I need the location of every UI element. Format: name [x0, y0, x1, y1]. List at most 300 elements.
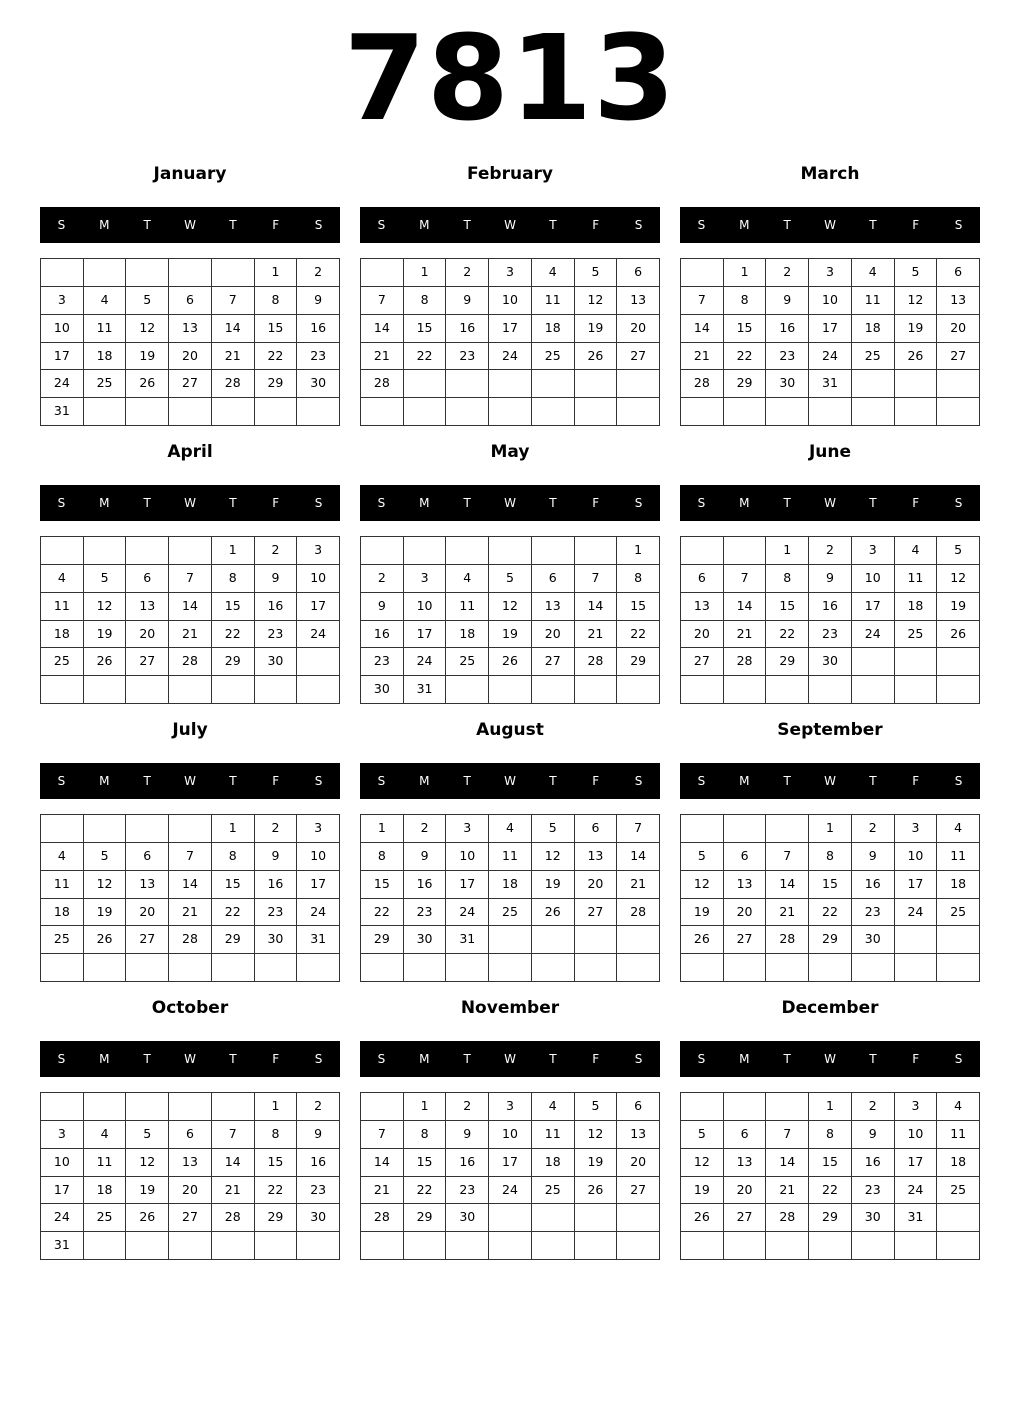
day-cell: 27 — [724, 926, 767, 954]
day-cell: 28 — [766, 926, 809, 954]
day-cell: 18 — [532, 1149, 575, 1177]
day-cell: 22 — [404, 343, 447, 371]
day-cell: 28 — [212, 1204, 255, 1232]
weekday-label: F — [912, 496, 920, 510]
weekday-header — [680, 1041, 980, 1077]
weekday-label: M — [739, 218, 750, 232]
day-cell: 5 — [489, 565, 532, 593]
day-cell: 12 — [84, 593, 127, 621]
day-cell: 11 — [937, 1121, 980, 1149]
empty-cell — [895, 926, 938, 954]
day-cell: 14 — [724, 593, 767, 621]
weekday-header — [40, 1041, 340, 1077]
weekday-label: S — [954, 774, 963, 788]
day-cell: 5 — [575, 259, 618, 287]
day-cell: 15 — [255, 1149, 298, 1177]
empty-cell — [169, 815, 212, 843]
weekday-label: T — [783, 218, 791, 232]
day-cell: 31 — [404, 676, 447, 704]
day-cell: 27 — [724, 1204, 767, 1232]
empty-cell — [297, 648, 340, 676]
day-cell: 4 — [41, 843, 84, 871]
weekday-label: S — [57, 218, 66, 232]
day-cell: 25 — [489, 899, 532, 927]
day-cell: 10 — [41, 1149, 84, 1177]
empty-cell — [489, 1232, 532, 1260]
day-cell: 24 — [489, 1177, 532, 1205]
empty-cell — [937, 926, 980, 954]
empty-cell — [766, 1232, 809, 1260]
day-cell: 27 — [126, 926, 169, 954]
empty-cell — [937, 1232, 980, 1260]
weekday-label: T — [143, 1052, 151, 1066]
day-cell: 20 — [575, 871, 618, 899]
day-cell: 5 — [681, 843, 724, 871]
empty-cell — [809, 1232, 852, 1260]
day-cell: 25 — [84, 370, 127, 398]
day-cell: 26 — [681, 926, 724, 954]
day-cell: 28 — [724, 648, 767, 676]
day-cell: 24 — [297, 621, 340, 649]
day-cell: 1 — [255, 259, 298, 287]
day-cell: 7 — [212, 287, 255, 315]
empty-cell — [255, 398, 298, 426]
month-title: March — [800, 164, 860, 184]
day-cell: 13 — [126, 871, 169, 899]
day-cell: 10 — [297, 843, 340, 871]
day-cell: 10 — [895, 1121, 938, 1149]
empty-cell — [575, 954, 618, 982]
day-cell: 1 — [212, 815, 255, 843]
day-cell: 24 — [852, 621, 895, 649]
day-cell: 16 — [297, 1149, 340, 1177]
empty-cell — [212, 398, 255, 426]
day-cell: 16 — [852, 871, 895, 899]
empty-cell — [937, 1204, 980, 1232]
empty-cell — [489, 926, 532, 954]
empty-cell — [84, 1093, 127, 1121]
day-cell: 25 — [532, 1177, 575, 1205]
day-cell: 7 — [575, 565, 618, 593]
day-cell: 19 — [937, 593, 980, 621]
weekday-label: S — [697, 218, 706, 232]
day-cell: 13 — [724, 1149, 767, 1177]
day-cell: 9 — [361, 593, 404, 621]
weekday-label: M — [419, 496, 430, 510]
day-cell: 20 — [532, 621, 575, 649]
weekday-label: M — [419, 1052, 430, 1066]
day-cell: 2 — [361, 565, 404, 593]
day-cell: 14 — [617, 843, 660, 871]
day-cell: 8 — [255, 287, 298, 315]
day-cell: 6 — [532, 565, 575, 593]
day-cell: 9 — [852, 1121, 895, 1149]
empty-cell — [212, 676, 255, 704]
empty-cell — [937, 676, 980, 704]
empty-cell — [724, 1232, 767, 1260]
day-cell: 6 — [724, 843, 767, 871]
day-cell: 25 — [446, 648, 489, 676]
day-cell: 12 — [532, 843, 575, 871]
day-grid — [360, 814, 660, 982]
empty-cell — [681, 259, 724, 287]
month-title: July — [172, 720, 208, 740]
day-cell: 30 — [852, 926, 895, 954]
weekday-label: W — [824, 218, 836, 232]
day-cell: 7 — [169, 843, 212, 871]
empty-cell — [489, 954, 532, 982]
empty-cell — [617, 676, 660, 704]
day-cell: 11 — [41, 593, 84, 621]
weekday-label: F — [912, 774, 920, 788]
day-cell: 5 — [895, 259, 938, 287]
day-cell: 5 — [126, 287, 169, 315]
weekday-label: S — [57, 1052, 66, 1066]
day-cell: 17 — [489, 315, 532, 343]
day-cell: 25 — [84, 1204, 127, 1232]
day-grid — [680, 1092, 980, 1260]
day-cell: 13 — [617, 1121, 660, 1149]
day-cell: 21 — [169, 621, 212, 649]
day-cell: 24 — [446, 899, 489, 927]
day-cell: 10 — [446, 843, 489, 871]
weekday-header — [360, 207, 660, 243]
day-cell: 13 — [617, 287, 660, 315]
weekday-label: M — [739, 1052, 750, 1066]
day-cell: 4 — [84, 1121, 127, 1149]
day-cell: 29 — [212, 926, 255, 954]
weekday-label: T — [549, 218, 557, 232]
day-cell: 22 — [361, 899, 404, 927]
day-cell: 29 — [212, 648, 255, 676]
empty-cell — [532, 954, 575, 982]
weekday-label: T — [869, 218, 877, 232]
day-cell: 16 — [766, 315, 809, 343]
day-cell: 14 — [361, 315, 404, 343]
empty-cell — [766, 398, 809, 426]
weekday-label: M — [99, 496, 110, 510]
weekday-header — [360, 1041, 660, 1077]
day-cell: 21 — [617, 871, 660, 899]
empty-cell — [937, 954, 980, 982]
empty-cell — [126, 1232, 169, 1260]
month-title: November — [460, 998, 560, 1018]
day-cell: 11 — [532, 1121, 575, 1149]
weekday-label: F — [272, 496, 280, 510]
day-cell: 4 — [489, 815, 532, 843]
day-cell: 16 — [297, 315, 340, 343]
day-cell: 20 — [724, 899, 767, 927]
day-cell: 25 — [532, 343, 575, 371]
day-cell: 29 — [809, 1204, 852, 1232]
day-cell: 23 — [255, 899, 298, 927]
day-cell: 8 — [809, 1121, 852, 1149]
day-cell: 10 — [489, 287, 532, 315]
day-cell: 26 — [895, 343, 938, 371]
weekday-label: T — [549, 1052, 557, 1066]
day-cell: 26 — [937, 621, 980, 649]
day-cell: 18 — [84, 1177, 127, 1205]
year-title: 7813 — [343, 9, 677, 147]
empty-cell — [575, 537, 618, 565]
empty-cell — [297, 676, 340, 704]
day-cell: 16 — [852, 1149, 895, 1177]
empty-cell — [212, 1232, 255, 1260]
day-cell: 2 — [446, 1093, 489, 1121]
day-cell: 19 — [84, 899, 127, 927]
weekday-label: T — [143, 496, 151, 510]
day-cell: 7 — [766, 843, 809, 871]
empty-cell — [126, 954, 169, 982]
day-cell: 24 — [895, 1177, 938, 1205]
weekday-label: W — [824, 496, 836, 510]
day-cell: 12 — [895, 287, 938, 315]
day-cell: 11 — [895, 565, 938, 593]
empty-cell — [212, 954, 255, 982]
day-cell: 29 — [766, 648, 809, 676]
day-cell: 18 — [84, 343, 127, 371]
weekday-label: M — [739, 496, 750, 510]
weekday-label: T — [229, 774, 237, 788]
weekday-label: T — [869, 774, 877, 788]
day-cell: 29 — [809, 926, 852, 954]
day-cell: 28 — [212, 370, 255, 398]
day-cell: 24 — [895, 899, 938, 927]
day-cell: 10 — [404, 593, 447, 621]
day-cell: 8 — [809, 843, 852, 871]
day-cell: 5 — [84, 843, 127, 871]
empty-cell — [446, 676, 489, 704]
empty-cell — [84, 676, 127, 704]
day-cell: 5 — [681, 1121, 724, 1149]
day-cell: 15 — [809, 871, 852, 899]
empty-cell — [169, 398, 212, 426]
day-cell: 7 — [361, 1121, 404, 1149]
weekday-header — [40, 485, 340, 521]
day-cell: 19 — [895, 315, 938, 343]
day-cell: 2 — [766, 259, 809, 287]
empty-cell — [126, 815, 169, 843]
empty-cell — [681, 815, 724, 843]
day-cell: 5 — [126, 1121, 169, 1149]
empty-cell — [617, 398, 660, 426]
weekday-label: F — [912, 218, 920, 232]
empty-cell — [255, 954, 298, 982]
empty-cell — [724, 676, 767, 704]
day-cell: 23 — [446, 1177, 489, 1205]
day-cell: 13 — [532, 593, 575, 621]
empty-cell — [169, 676, 212, 704]
day-cell: 29 — [617, 648, 660, 676]
day-cell: 11 — [489, 843, 532, 871]
day-cell: 18 — [937, 1149, 980, 1177]
weekday-header — [360, 485, 660, 521]
empty-cell — [852, 648, 895, 676]
day-cell: 19 — [532, 871, 575, 899]
day-cell: 1 — [809, 1093, 852, 1121]
day-cell: 30 — [446, 1204, 489, 1232]
day-cell: 14 — [169, 593, 212, 621]
empty-cell — [297, 398, 340, 426]
empty-cell — [41, 815, 84, 843]
day-cell: 23 — [255, 621, 298, 649]
day-cell: 26 — [575, 343, 618, 371]
day-cell: 8 — [404, 287, 447, 315]
day-cell: 3 — [809, 259, 852, 287]
day-cell: 27 — [617, 343, 660, 371]
day-cell: 6 — [937, 259, 980, 287]
empty-cell — [404, 370, 447, 398]
day-cell: 26 — [489, 648, 532, 676]
empty-cell — [617, 1204, 660, 1232]
day-cell: 22 — [212, 899, 255, 927]
day-cell: 2 — [852, 815, 895, 843]
empty-cell — [809, 676, 852, 704]
day-cell: 15 — [212, 871, 255, 899]
day-cell: 4 — [937, 815, 980, 843]
day-cell: 23 — [297, 1177, 340, 1205]
day-cell: 9 — [297, 1121, 340, 1149]
day-cell: 9 — [255, 565, 298, 593]
empty-cell — [575, 370, 618, 398]
weekday-label: W — [184, 774, 196, 788]
weekday-label: S — [377, 774, 386, 788]
empty-cell — [852, 954, 895, 982]
empty-cell — [489, 398, 532, 426]
day-cell: 22 — [766, 621, 809, 649]
day-cell: 15 — [212, 593, 255, 621]
day-cell: 1 — [404, 259, 447, 287]
weekday-label: S — [634, 496, 643, 510]
day-cell: 29 — [724, 370, 767, 398]
weekday-label: W — [824, 774, 836, 788]
day-cell: 12 — [126, 1149, 169, 1177]
day-cell: 28 — [617, 899, 660, 927]
empty-cell — [446, 398, 489, 426]
empty-cell — [852, 398, 895, 426]
day-cell: 1 — [766, 537, 809, 565]
empty-cell — [852, 370, 895, 398]
weekday-label: M — [99, 218, 110, 232]
day-cell: 6 — [617, 259, 660, 287]
weekday-header — [40, 207, 340, 243]
weekday-label: F — [272, 774, 280, 788]
day-cell: 16 — [404, 871, 447, 899]
empty-cell — [404, 537, 447, 565]
day-cell: 3 — [489, 259, 532, 287]
day-cell: 28 — [681, 370, 724, 398]
weekday-label: T — [143, 774, 151, 788]
empty-cell — [532, 676, 575, 704]
weekday-label: W — [184, 496, 196, 510]
day-cell: 5 — [575, 1093, 618, 1121]
day-cell: 17 — [404, 621, 447, 649]
weekday-label: S — [697, 1052, 706, 1066]
day-cell: 4 — [532, 1093, 575, 1121]
weekday-label: M — [99, 774, 110, 788]
day-cell: 20 — [724, 1177, 767, 1205]
day-cell: 17 — [852, 593, 895, 621]
day-cell: 8 — [255, 1121, 298, 1149]
day-cell: 14 — [766, 1149, 809, 1177]
day-cell: 3 — [489, 1093, 532, 1121]
empty-cell — [41, 259, 84, 287]
empty-cell — [895, 676, 938, 704]
weekday-label: S — [377, 218, 386, 232]
day-cell: 30 — [255, 648, 298, 676]
empty-cell — [446, 954, 489, 982]
day-cell: 15 — [809, 1149, 852, 1177]
day-cell: 29 — [255, 370, 298, 398]
day-cell: 4 — [532, 259, 575, 287]
day-grid — [40, 536, 340, 704]
empty-cell — [937, 648, 980, 676]
empty-cell — [489, 537, 532, 565]
day-grid — [360, 1092, 660, 1260]
day-cell: 17 — [297, 871, 340, 899]
day-cell: 13 — [169, 315, 212, 343]
day-cell: 8 — [724, 287, 767, 315]
empty-cell — [532, 1232, 575, 1260]
day-cell: 14 — [766, 871, 809, 899]
day-cell: 19 — [126, 343, 169, 371]
day-cell: 2 — [297, 1093, 340, 1121]
empty-cell — [575, 1204, 618, 1232]
empty-cell — [895, 398, 938, 426]
day-cell: 21 — [575, 621, 618, 649]
day-cell: 6 — [169, 1121, 212, 1149]
day-cell: 9 — [852, 843, 895, 871]
day-cell: 2 — [255, 815, 298, 843]
weekday-label: W — [504, 218, 516, 232]
empty-cell — [809, 954, 852, 982]
weekday-label: S — [954, 218, 963, 232]
day-cell: 7 — [212, 1121, 255, 1149]
day-cell: 7 — [681, 287, 724, 315]
month-title: January — [153, 164, 227, 184]
day-cell: 20 — [617, 1149, 660, 1177]
day-cell: 24 — [404, 648, 447, 676]
day-cell: 19 — [575, 315, 618, 343]
day-cell: 9 — [446, 1121, 489, 1149]
day-cell: 30 — [852, 1204, 895, 1232]
day-cell: 17 — [895, 871, 938, 899]
empty-cell — [681, 676, 724, 704]
day-cell: 5 — [937, 537, 980, 565]
weekday-label: T — [549, 774, 557, 788]
empty-cell — [169, 1093, 212, 1121]
empty-cell — [937, 370, 980, 398]
day-cell: 29 — [361, 926, 404, 954]
day-cell: 15 — [724, 315, 767, 343]
day-cell: 20 — [169, 343, 212, 371]
day-cell: 16 — [809, 593, 852, 621]
empty-cell — [489, 1204, 532, 1232]
day-cell: 26 — [681, 1204, 724, 1232]
weekday-label: T — [229, 496, 237, 510]
empty-cell — [361, 259, 404, 287]
day-cell: 25 — [41, 926, 84, 954]
day-cell: 20 — [126, 899, 169, 927]
month-title: October — [151, 998, 229, 1018]
weekday-label: W — [824, 1052, 836, 1066]
empty-cell — [212, 1093, 255, 1121]
weekday-label: T — [463, 496, 471, 510]
empty-cell — [404, 954, 447, 982]
weekday-label: F — [592, 496, 600, 510]
day-cell: 8 — [361, 843, 404, 871]
day-cell: 24 — [297, 899, 340, 927]
